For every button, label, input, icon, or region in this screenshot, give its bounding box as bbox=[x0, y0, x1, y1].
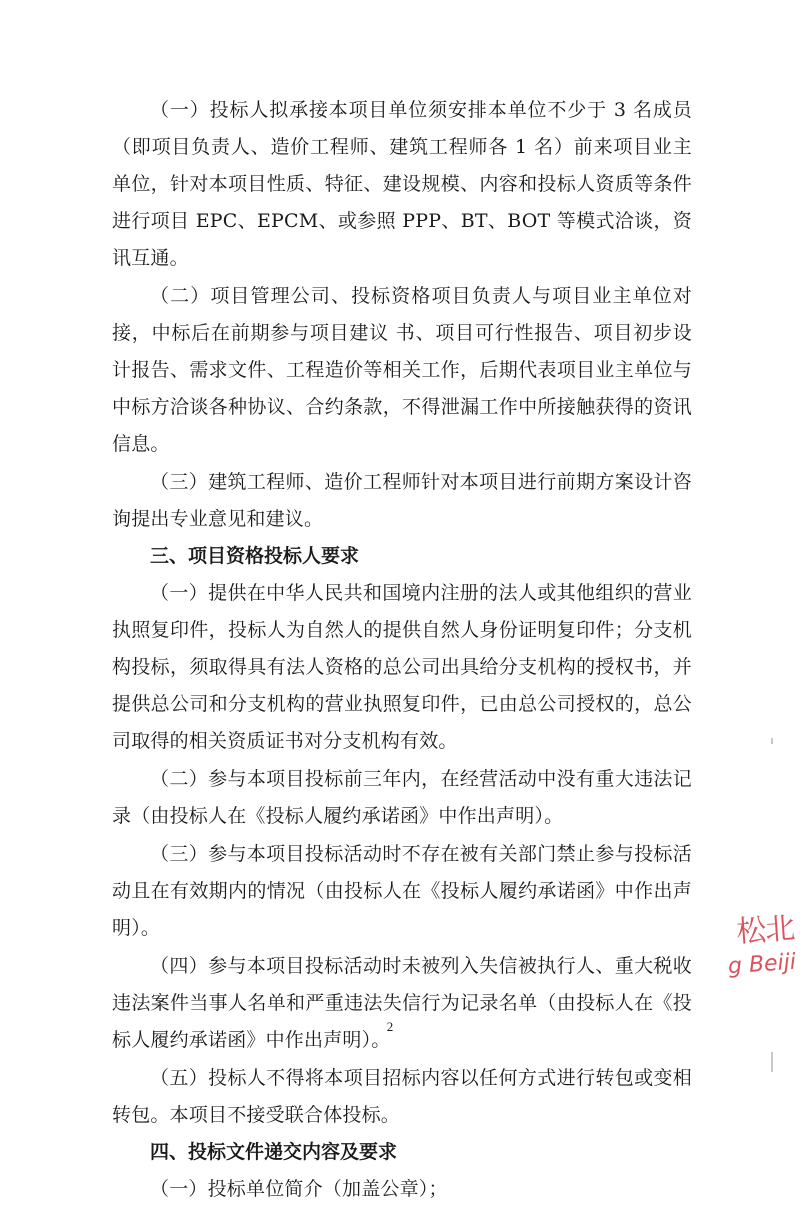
company-seal-stamp bbox=[728, 905, 800, 995]
paragraph-4: （一）提供在中华人民共和国境内注册的法人或其他组织的营业执照复印件，投标人为自然人的提供自然人身份证明复印件；分支机构投标，须取得具有法人资格的总公司出具给分支机构的授权书，并提供总公司和分支机构的营业执照复印件，已由总公司授权的，总公司取得的相关资质证书对分支机构有效。 bbox=[112, 582, 692, 752]
paragraph-3: （三）建筑工程师、造价工程师针对本项目进行前期方案设计咨询提出专业意见和建议。 bbox=[112, 471, 692, 530]
paragraph-5: （二）参与本项目投标前三年内，在经营活动中没有重大违法记录（由投标人在《投标人履约承诺函》中作出声明）。 bbox=[112, 768, 692, 827]
paragraph-9: （一）投标单位简介（加盖公章）； bbox=[150, 1178, 448, 1200]
stamp-text-top: 松北 bbox=[735, 911, 796, 950]
section-heading-3: 三、项目资格投标人要求 bbox=[150, 545, 360, 567]
paragraph-6: （三）参与本项目投标活动时不存在被有关部门禁止参与投标活动且在有效期内的情况（由投标人在《投标人履约承诺函》中作出声明）。 bbox=[112, 843, 692, 939]
paragraph-7: （四）参与本项目投标活动时未被列入失信被执行人、重大税收违法案件当事人名单和严重违法失信行为记录名单（由投标人在《投标人履约承诺函》中作出声明）。 bbox=[112, 955, 692, 1051]
paragraph-2: （二）项目管理公司、投标资格项目负责人与项目业主单位对接，中标后在前期参与项目建议 书、项目可行性报告、项目初步设计报告、需求文件、工程造价等相关工作，后期代表项目业主单位与中标方洽谈各种协议、合约条款，不得泄漏工作中所接触获得的资讯信息。 bbox=[112, 285, 692, 455]
stamp-text-bottom: g Beiji bbox=[727, 949, 797, 980]
page-number: 2 bbox=[386, 1019, 394, 1034]
section-heading-4: 四、投标文件递交内容及要求 bbox=[150, 1141, 398, 1163]
scan-edge-mark bbox=[771, 738, 773, 744]
scan-edge-mark bbox=[771, 1052, 773, 1072]
paragraph-1: （一）投标人拟承接本项目单位须安排本单位不少于 3 名成员（即项目负责人、造价工程师、建筑工程师各 1 名）前来项目业主单位，针对本项目性质、特征、建设规模、内容和投标人资质等条件进行项目 EPC、EPCM、或参照 PPP、BT、BOT 等模式洽谈，资讯互通。 bbox=[112, 99, 692, 269]
paragraph-8: （五）投标人不得将本项目招标内容以任何方式进行转包或变相转包。本项目不接受联合体投标。 bbox=[112, 1067, 692, 1126]
document-body bbox=[112, 92, 692, 1208]
